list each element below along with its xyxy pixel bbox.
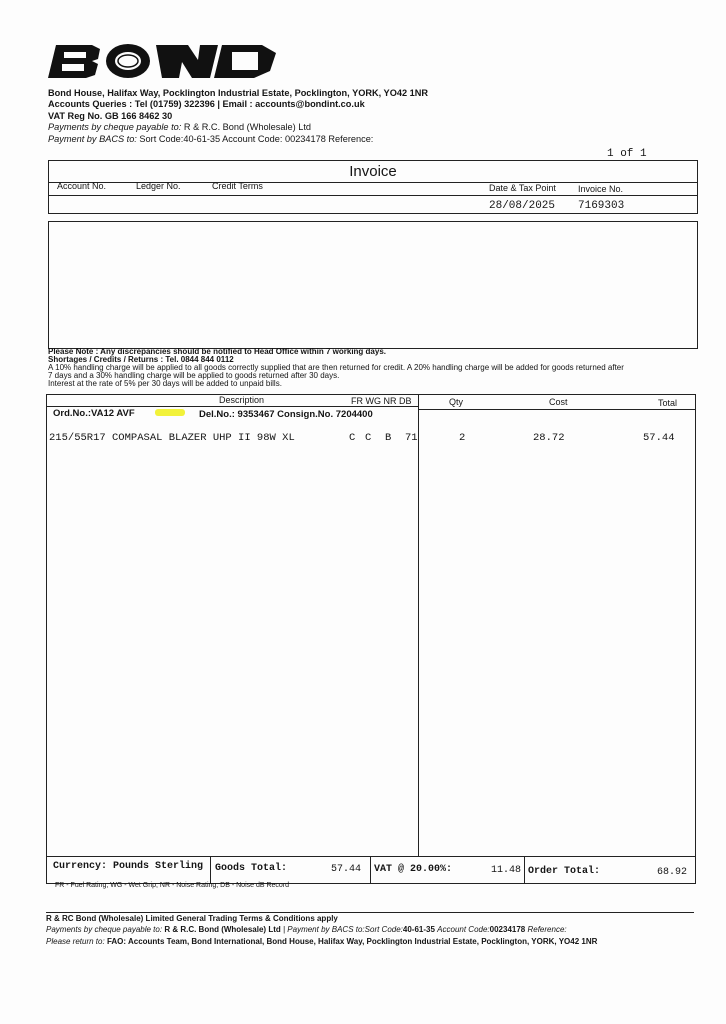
goods-total-value: 57.44 [331, 864, 362, 875]
footer-account-code: 00234178 [489, 925, 526, 934]
note-handling-charge: A 10% handling charge will be applied to all goods correctly supplied that are then returned for credit. A 20% handling charge will be added for goods returned after [48, 363, 624, 372]
invoice-number: 7169303 [578, 200, 625, 212]
bacs-reference: Reference: [328, 134, 374, 144]
cheque-line [48, 121, 311, 133]
footer-return-label: Please return to: [46, 937, 105, 946]
footer-bacs-label: | Payment by BACS to:Sort Code: [282, 925, 403, 934]
vat-label: VAT @ 20.00%: [374, 864, 453, 875]
invoice-date: 28/08/2025 [489, 200, 556, 212]
page-number: 1 of 1 [607, 148, 647, 160]
highlight-mark [155, 409, 185, 416]
footer-account-label: Account Code: [437, 925, 490, 934]
item-nr: B [385, 432, 392, 444]
item-fr: C [349, 432, 356, 444]
footer-return-value: FAO: Accounts Team, Bond International, Bond House, Halifax Way, Pocklington Industrial Estate, Pocklington, YORK, YO42 1NR [106, 937, 598, 946]
bacs-value: Sort Code:40-61-35 Account Code: 00234178 [139, 134, 326, 144]
terms-line: R & RC Bond (Wholesale) Limited General Trading Terms & Conditions apply [46, 914, 338, 923]
item-cost: 28.72 [533, 432, 565, 444]
order-total-value: 68.92 [657, 867, 688, 878]
footer-reference-label: Reference: [527, 925, 567, 934]
footer-sort-code: 40-61-35 [402, 925, 435, 934]
invoice-header-box [48, 160, 698, 214]
order-value: VA12 AVF [91, 408, 135, 419]
order-line [53, 408, 135, 419]
company-address: Bond House, Halifax Way, Pocklington Industrial Estate, Pocklington, YORK, YO42 1NR [48, 88, 428, 98]
consign-label: Consign.No. [277, 409, 334, 420]
note-handling-charge-cont: 7 days and a 30% handling charge will be applied to goods returned after 30 days. [48, 371, 340, 380]
consign-value: 7204400 [335, 409, 373, 420]
description-header: Description [219, 395, 265, 405]
bond-logo [48, 42, 281, 81]
del-label: Del.No.: [199, 409, 235, 420]
footer-payment-line [46, 925, 567, 934]
invoice-title: Invoice [349, 163, 397, 180]
table-row [49, 432, 695, 446]
invoice-no-header: Invoice No. [578, 184, 624, 194]
date-tax-point-header: Date & Tax Point [489, 183, 556, 193]
currency-label: Currency: Pounds Sterling [53, 861, 204, 872]
ratings-header: FR WG NR DB [351, 396, 412, 406]
logo-text: BOND [278, 80, 281, 81]
accounts-queries: Accounts Queries : Tel (01759) 322396 | Email : accounts@bondint.co.uk [48, 99, 365, 109]
item-description: 215/55R17 COMPASAL BLAZER UHP II 98W XL [49, 432, 295, 444]
delivery-address-box [48, 221, 698, 349]
cheque-label: Payments by cheque payable to: [48, 122, 182, 132]
cost-header: Cost [549, 397, 568, 407]
delivery-line [199, 409, 373, 420]
cheque-value: R & R.C. Bond (Wholesale) Ltd [183, 122, 312, 132]
del-value: 9353467 [237, 409, 275, 420]
note-shortages: Shortages / Credits / Returns : Tel. 0844 844 0112 [48, 355, 234, 364]
item-db: 71 [405, 432, 418, 444]
vat-value: 11.48 [491, 865, 522, 876]
item-total: 57.44 [643, 432, 675, 444]
item-qty: 2 [459, 432, 466, 444]
footer-return-line [46, 937, 597, 946]
order-total-label: Order Total: [528, 866, 601, 877]
ledger-no-header: Ledger No. [136, 181, 181, 191]
item-wg: C [365, 432, 372, 444]
qty-header: Qty [449, 397, 464, 407]
total-header: Total [658, 398, 678, 408]
footer-cheque-label: Payments by cheque payable to: [46, 925, 163, 934]
order-label: Ord.No.: [53, 408, 91, 419]
bacs-line [48, 133, 373, 145]
note-interest: Interest at the rate of 5% per 30 days will be added to unpaid bills. [48, 379, 282, 388]
footer-cheque-value: R & R.C. Bond (Wholesale) Ltd [164, 925, 281, 934]
goods-total-label: Goods Total: [215, 863, 288, 874]
items-table [46, 394, 696, 884]
bacs-label: Payment by BACS to: [48, 134, 137, 144]
note-discrepancies: Please Note : Any discrepancies should be notified to Head Office within 7 working days. [48, 347, 386, 356]
credit-terms-header: Credit Terms [212, 181, 263, 191]
ratings-legend: FR - Fuel Rating, WG - Wet Grip, NR - Noise Rating, DB - Noise dB Record [55, 882, 290, 889]
account-no-header: Account No. [57, 181, 107, 191]
vat-reg: VAT Reg No. GB 166 8462 30 [48, 111, 173, 121]
